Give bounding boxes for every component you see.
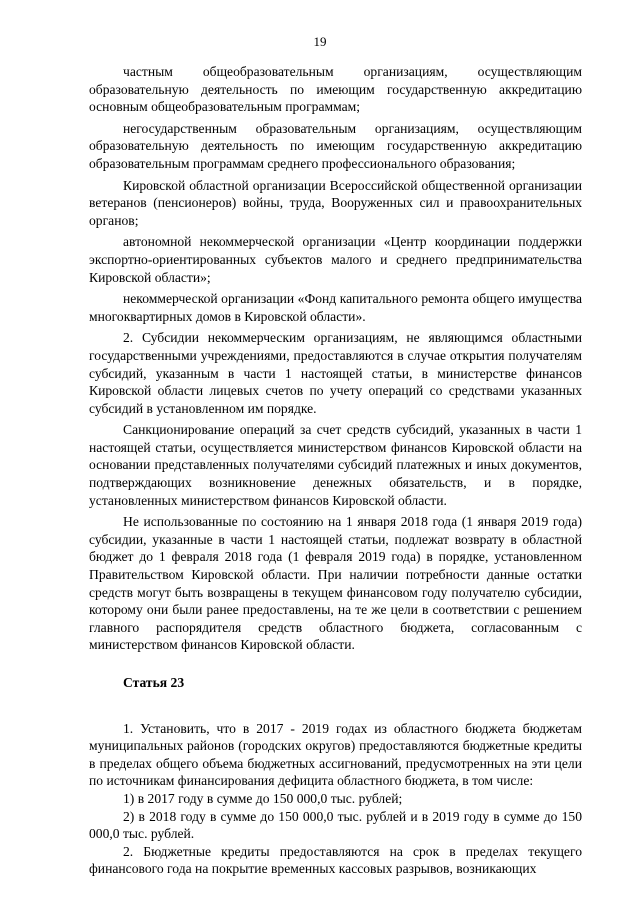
paragraph-budget-credits: 1. Установить, что в 2017 - 2019 годах из областного бюджета бюджетам муниципальных районов (городских округов) предоставляются бюджетные кредиты в пределах общего объема бюджетных ассигнований, предусмотренных на эти цели по источникам финансирования дефицита областного бюджета, в том числе: bbox=[89, 720, 582, 789]
article-heading: Статья 23 bbox=[123, 675, 185, 690]
paragraph-credit-term: 2. Бюджетные кредиты предоставляются на срок в пределах текущего финансового года на покрытие временных кассовых разрывов, возникающих bbox=[89, 843, 582, 877]
paragraph-unused-subsidies: Не использованные по состоянию на 1 января 2018 года (1 января 2019 года) субсидии, указанные в части 1 настоящей статьи, подлежат возврату в областной бюджет до 1 февраля 2018 года (1 февраля 2019 года) в порядке, установленном Правительством Кировской области. При наличии потребности данные остатки средств могут быть возвращены в текущем финансовом году получателю субсидии, которому они были ранее предоставлены, на те же цели в соответствии с решением главного распорядителя средств областного бюджета, согласованным с министерством финансов Кировской области. bbox=[89, 514, 582, 653]
paragraph-subsidies-accounts: 2. Субсидии некоммерческим организациям, не являющимся областными государственными учреждениями, предоставляются в случае открытия получателям субсидий, указанным в части 1 настоящей статьи, в министерстве финансов Кировской области лицевых счетов по учету операций со средствами указанных субсидий в установленном им порядке. bbox=[89, 330, 582, 416]
paragraph-authorization: Санкционирование операций за счет средств субсидий, указанных в части 1 настоящей статьи, осуществляется министерством финансов Кировской области на основании представленных получателями субсидий платежных и иных документов, подтверждающих возникновение денежных обязательств, и в порядке, установленных министерством финансов Кировской области. bbox=[89, 422, 582, 508]
paragraph-private-schools: частным общеобразовательным организациям, осуществляющим образовательную деятельность по имеющим государственную аккредитацию основным общеобразовательным программам; bbox=[89, 64, 582, 115]
paragraph-veterans-organization: Кировской областной организации Всероссийской общественной организации ветеранов (пенсионеров) войны, труда, Вооруженных сил и правоохранительных органов; bbox=[89, 177, 582, 228]
paragraph-nonstate-schools: негосударственным образовательным организациям, осуществляющим образовательную деятельность по имеющим государственную аккредитацию образовательным программам среднего профессионального образования; bbox=[89, 120, 582, 171]
paragraph-credit-2018-2019: 2) в 2018 году в сумме до 150 000,0 тыс. рублей и в 2019 году в сумме до 150 000,0 тыс. рублей. bbox=[89, 808, 582, 842]
paragraph-repair-fund: некоммерческой организации «Фонд капитального ремонта общего имущества многоквартирных домов в Кировской области». bbox=[89, 291, 582, 324]
page-number: 19 bbox=[313, 34, 327, 49]
document-body bbox=[89, 63, 582, 878]
paragraph-credit-2017: 1) в 2017 году в сумме до 150 000,0 тыс. рублей; bbox=[123, 790, 403, 806]
paragraph-export-center: автономной некоммерческой организации «Центр координации поддержки экспортно-ориентированных субъектов малого и среднего предпринимательства Кировской области»; bbox=[89, 234, 582, 285]
